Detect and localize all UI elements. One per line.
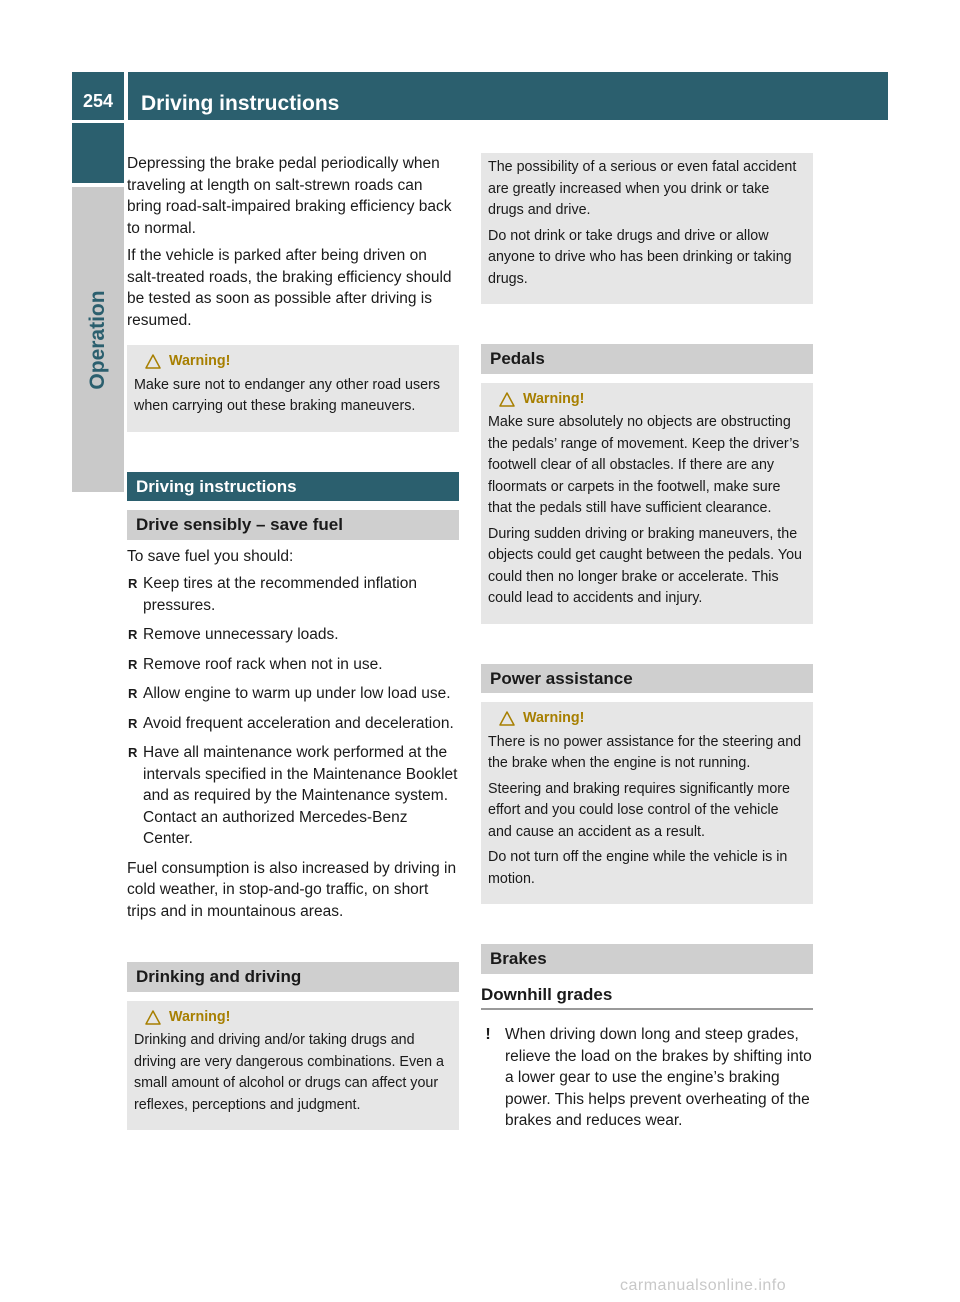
subsection-heading-power: Power assistance [481, 664, 813, 694]
warning-triangle-icon [499, 392, 515, 407]
list-item: R Have all maintenance work performed at the intervals specified in the Maintenance Booklet and as required by the Maintenance system. Contact an authorized Mercedes-Benz Center. [127, 742, 459, 850]
warning-box [127, 1001, 459, 1131]
warning-text: Do not turn off the engine while the vehicle is in motion. [488, 849, 788, 887]
warning-header [134, 351, 452, 373]
warning-triangle-icon [145, 354, 161, 369]
paragraph: Depressing the brake pedal periodically when traveling at length on salt-strewn roads can bring road-salt-impaired braking efficiency back to normal. [127, 155, 452, 237]
warning-box-continued [481, 153, 813, 304]
warning-title: Warning! [169, 1008, 231, 1025]
downhill-grades-heading: Downhill grades [481, 984, 813, 1011]
subsection-heading-pedals: Pedals [481, 344, 813, 374]
warning-title: Warning! [523, 710, 585, 726]
left-column [127, 153, 459, 1130]
paragraph: To save fuel you should: [127, 547, 294, 565]
page-header-title: Driving instructions [128, 72, 888, 120]
list-item: R Remove unnecessary loads. [127, 624, 459, 646]
warning-header [134, 1007, 452, 1029]
warning-header [488, 389, 806, 411]
warning-box [481, 702, 813, 904]
warning-box [481, 383, 813, 624]
list-item: R Remove roof rack when not in use. [127, 654, 459, 676]
note-text: When driving down long and steep grades, relieve the load on the brakes by shifting into a lower gear to use the engine’s braking power. This helps prevent overheating of the brakes and reduces wear. [505, 1026, 812, 1129]
sidebar-section-label: Operation [86, 289, 109, 390]
footer-watermark: carmanualsonline.info [620, 1277, 787, 1294]
paragraph: If the vehicle is parked after being driven on salt-treated roads, the braking efficiency should be tested as soon as possible after driving is resumed. [127, 247, 452, 329]
warning-header [488, 708, 806, 730]
warning-text: Do not drink or take drugs and drive or allow anyone to drive who has been drinking or taking drugs. [488, 227, 792, 287]
warning-text: Make sure absolutely no objects are obstructing the pedals’ range of movement. Keep the driver’s footwell clear of all obstacles. If there are any floormats or carpets in the footwell, make sure that the pedals still have sufficient clearance. [488, 414, 800, 516]
exclamation-icon: ! [485, 1026, 491, 1043]
warning-box [127, 345, 459, 432]
warning-triangle-icon [145, 1010, 161, 1025]
warning-title: Warning! [169, 353, 231, 369]
paragraph: Fuel consumption is also increased by driving in cold weather, in stop-and-go traffic, on short trips and in mountainous areas. [127, 859, 457, 920]
right-column [481, 153, 813, 1132]
list-item: R Avoid frequent acceleration and deceleration. [127, 713, 459, 735]
fuel-tips-list [127, 573, 459, 850]
warning-triangle-icon [499, 711, 515, 726]
warning-text: Make sure not to endanger any other road users when carrying out these braking maneuvers. [134, 376, 440, 414]
list-item: R Keep tires at the recommended inflation pressures. [127, 573, 459, 616]
warning-text: The possibility of a serious or even fatal accident are greatly increased when you drink or take drugs and drive. [488, 159, 797, 218]
warning-title: Warning! [523, 390, 585, 407]
warning-text: During sudden driving or braking maneuvers, the objects could get caught between the pedals. You could then no longer brake or accelerate. This could lead to accidents and injury. [488, 525, 802, 606]
page-number: 254 [72, 72, 124, 120]
section-heading: Driving instructions [127, 472, 459, 502]
sidebar-marker [72, 123, 124, 183]
subsection-heading-brakes: Brakes [481, 944, 813, 974]
subsection-heading-fuel: Drive sensibly – save fuel [127, 510, 459, 540]
warning-text: Drinking and driving and/or taking drugs and driving are very dangerous combinations. Even a small amount of alcohol or drugs can affect your reflexes, perceptions and judgment. [134, 1032, 444, 1113]
note-block [481, 1024, 813, 1132]
warning-text: Steering and braking requires significantly more effort and you could lose control of the vehicle and cause an accident as a result. [488, 780, 790, 840]
warning-text: There is no power assistance for the steering and the brake when the engine is not running. [488, 733, 802, 771]
sidebar-section-tab [72, 187, 124, 492]
list-item: R Allow engine to warm up under low load use. [127, 683, 459, 705]
subsection-heading-drinking: Drinking and driving [127, 962, 459, 992]
